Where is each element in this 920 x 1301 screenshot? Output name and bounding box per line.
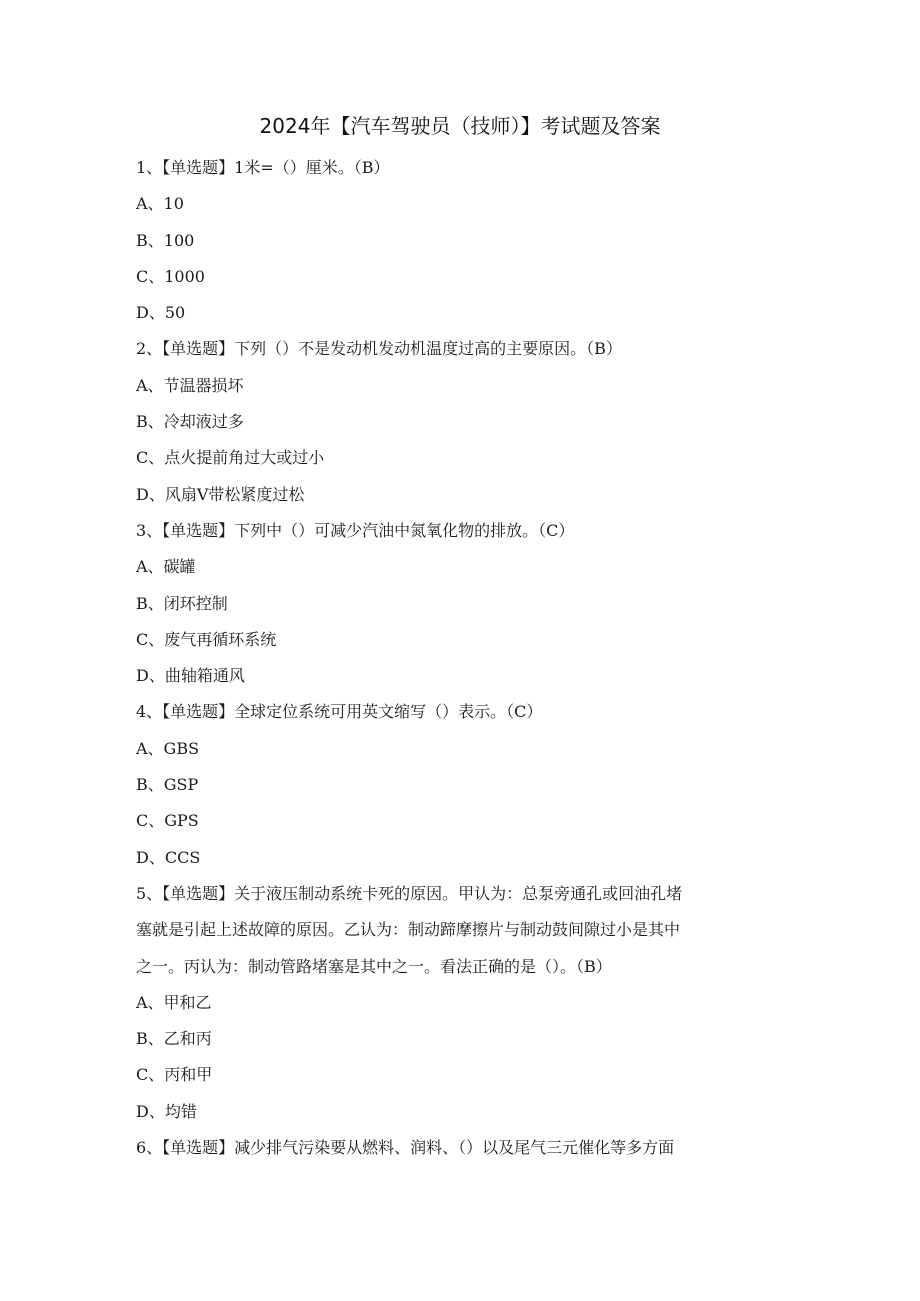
question-1-option-a: A、10 [136, 194, 184, 214]
question-4-option-c: C、GPS [136, 811, 199, 831]
question-2-option-c: C、点火提前角过大或过小 [136, 448, 325, 468]
question-2-option-d: D、风扇V带松紧度过松 [136, 484, 305, 504]
question-3-option-d: D、曲轴箱通风 [136, 666, 245, 686]
question-2-option-b: B、冷却液过多 [136, 412, 244, 432]
question-1-stem: 1、【单选题】1米=（）厘米。（B） [136, 158, 390, 177]
question-3-option-a: A、碳罐 [136, 557, 196, 577]
question-4-option-d: D、CCS [136, 847, 201, 867]
question-4-stem: 4、【单选题】全球定位系统可用英文缩写（）表示。（C） [136, 702, 543, 722]
question-5-stem-line-2: 塞就是引起上述故障的原因。乙认为：制动蹄摩擦片与制动鼓间隙过小是其中 [136, 920, 681, 940]
question-6-stem: 6、【单选题】减少排气污染要从燃料、润料、（）以及尾气三元催化等多方面 [136, 1138, 675, 1158]
question-5-stem-line-1: 5、【单选题】关于液压制动系统卡死的原因。甲认为：总泵旁通孔或回油孔堵 [136, 883, 683, 903]
question-3-option-c: C、废气再循环系统 [136, 629, 277, 649]
question-5-option-b: B、乙和丙 [136, 1029, 212, 1049]
question-4-option-a: A、GBS [136, 738, 200, 758]
question-5-stem-line-3: 之一。丙认为：制动管路堵塞是其中之一。看法正确的是（）。（B） [136, 956, 612, 976]
question-3-stem: 3、【单选题】下列中（）可减少汽油中氮氧化物的排放。（C） [136, 520, 575, 540]
question-5-option-c: C、丙和甲 [136, 1065, 213, 1085]
question-5-option-d: D、均错 [136, 1101, 197, 1121]
question-list [136, 150, 784, 1166]
document-title: 2024年【汽车驾驶员（技师）】考试题及答案 [259, 114, 661, 138]
question-4-option-b: B、GSP [136, 775, 199, 795]
question-1-option-c: C、1000 [136, 266, 205, 286]
question-2-option-a: A、节温器损坏 [136, 375, 244, 395]
question-5-option-a: A、甲和乙 [136, 992, 212, 1012]
question-1-option-d: D、50 [136, 303, 186, 323]
question-3-option-b: B、闭环控制 [136, 593, 228, 613]
question-2-stem: 2、【单选题】下列（）不是发动机发动机温度过高的主要原因。（B） [136, 339, 622, 359]
question-1-option-b: B、100 [136, 230, 195, 250]
